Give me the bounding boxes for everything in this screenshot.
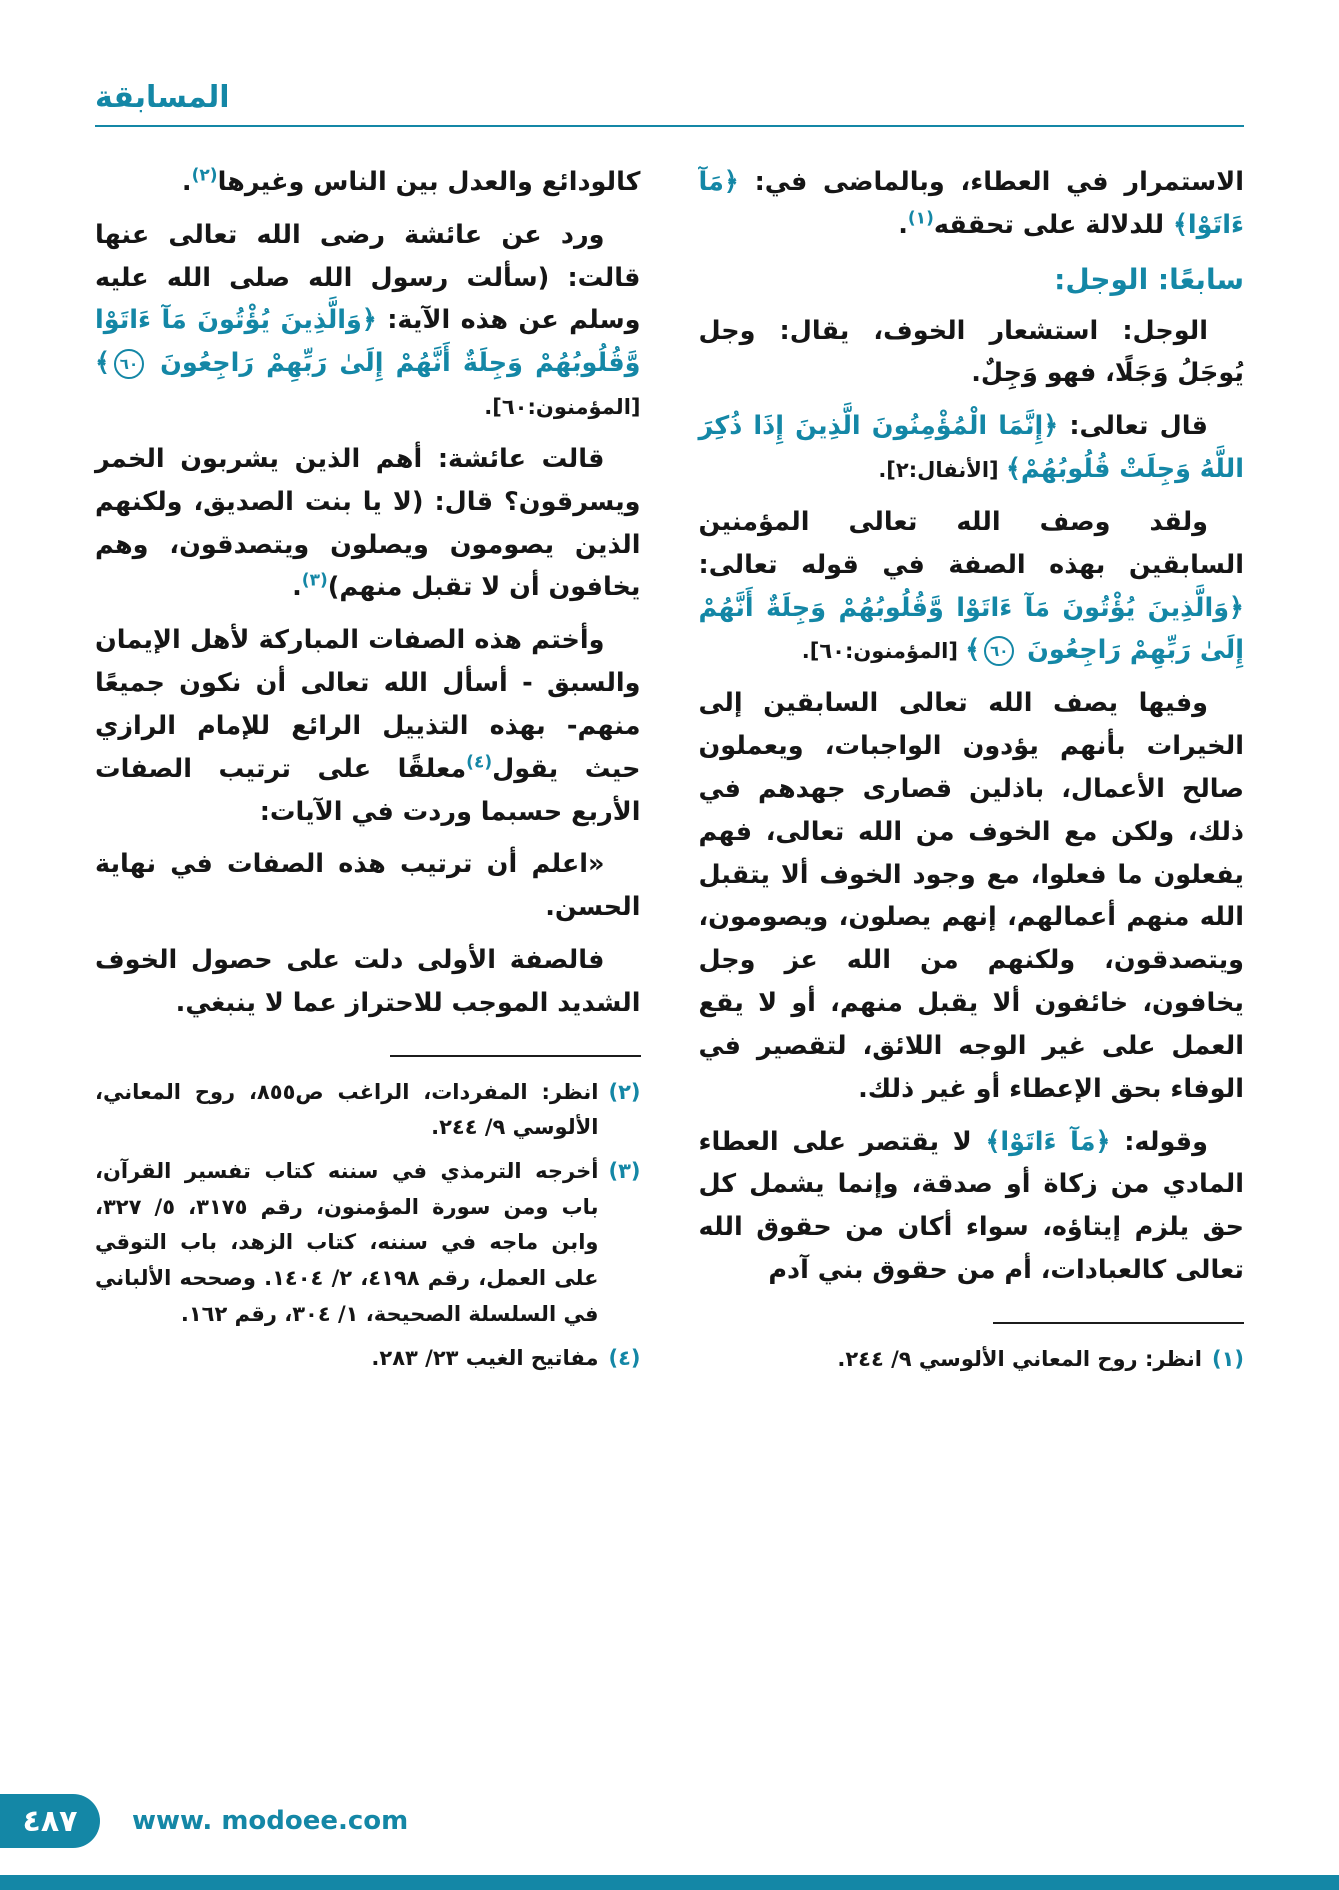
- quran-quote: ﴿وَالَّذِينَ يُؤْتُونَ مَآ ءَاتَوْا وَّقُلُوبُهُمْ وَجِلَةٌ أَنَّهُمْ إِلَىٰ رَبِّهِمْ رَاجِعُونَ: [95, 305, 641, 379]
- page-number: ٤٨٧: [22, 1803, 78, 1839]
- footnote-number: (١): [1211, 1346, 1244, 1371]
- footnote: [95, 1075, 641, 1146]
- page-number-tab: [0, 1794, 100, 1848]
- body-text: فالصفة الأولى دلت على حصول الخوف الشديد الموجب للاحتراز عما لا ينبغي.: [95, 945, 641, 1018]
- body-text: لا يقتصر على العطاء المادي من زكاة أو صدقة، وإنما يشمل كل حق يلزم إيتاؤه، سواء أكان من حقوق الله تعالى كالعبادات، أم من حقوق بني آدم: [698, 1126, 1244, 1286]
- body-text: للدلالة على تحققه: [933, 209, 1173, 240]
- body-text: قالت عائشة: أهم الذين يشربون الخمر ويسرقون؟ قال: (لا يا بنت الصديق، ولكنهم الذين يصومون ويصلون ويتصدقون، وهم يخافون أن لا تقبل منهم): [95, 443, 641, 603]
- body-text: ورد عن عائشة رضى الله تعالى عنها قالت: (سألت رسول الله صلى الله عليه وسلم عن هذه الآية:: [95, 219, 641, 336]
- column-left-footnotes: [95, 1075, 641, 1377]
- footnote-marker: (٢): [191, 165, 218, 186]
- body-text: وقوله:: [1110, 1126, 1208, 1157]
- body-text: ولقد وصف الله تعالى المؤمنين السابقين بهذه الصفة في قوله تعالى:: [698, 506, 1244, 580]
- quran-quote: ﴿إِنَّمَا الْمُؤْمِنُونَ الَّذِينَ إِذَا ذُكِرَ اللَّهُ وَجِلَتْ قُلُوبُهُمْ﴾: [698, 411, 1244, 485]
- paragraph: [95, 161, 641, 204]
- column-right: [699, 161, 1245, 1386]
- paragraph: [95, 214, 641, 428]
- footnote-number: (٢): [608, 1079, 641, 1104]
- footnote-text: مفاتيح الغيب ٢٣/ ٢٨٣.: [371, 1345, 599, 1370]
- footnote-marker: (٤): [466, 752, 493, 773]
- quran-quote: ﴿مَآ ءَاتَوْا﴾: [698, 167, 1244, 240]
- body-text: «اعلم أن ترتيب هذه الصفات في نهاية الحسن.: [95, 849, 641, 923]
- body-text: .: [898, 209, 908, 240]
- column-right-blocks: [699, 161, 1245, 1292]
- website-link[interactable]: www. modoee.com: [132, 1806, 409, 1836]
- section-heading: سابعًا: الوجل:: [1054, 262, 1244, 296]
- body-text: .: [292, 572, 302, 603]
- page-content: [95, 161, 1244, 1386]
- footnote-separator-right: [993, 1322, 1244, 1324]
- header-rule: [95, 125, 1244, 127]
- paragraph: [95, 939, 641, 1025]
- footnote-marker: (٣): [301, 570, 328, 591]
- quran-quote: ﴾: [95, 348, 110, 379]
- body-text: الاستمرار في العطاء، وبالماضى في:: [738, 167, 1244, 197]
- paragraph: [699, 161, 1245, 247]
- footnote: [95, 1341, 641, 1377]
- body-text: .: [181, 167, 192, 197]
- paragraph: [95, 843, 641, 929]
- paragraph: [95, 619, 641, 833]
- footnote-number: (٤): [608, 1345, 641, 1370]
- body-text: الوجل: استشعار الخوف، يقال: وجل يُوجَلُ وَجَلًا، فهو وَجِلٌ.: [698, 315, 1244, 389]
- paragraph: [699, 1121, 1245, 1292]
- column-left: [95, 161, 641, 1384]
- paragraph: [699, 310, 1245, 396]
- column-right-footnotes: [699, 1342, 1245, 1378]
- bottom-bar: [0, 1875, 1339, 1890]
- page-header-title: المسابقة: [95, 80, 230, 115]
- verse-reference: [المؤمنون:٦٠].: [484, 395, 641, 420]
- footnote-text: أخرجه الترمذي في سننه كتاب تفسير القرآن، باب ومن سورة المؤمنون، رقم ٣١٧٥، ٥/ ٣٢٧، وابن ماجه في سننه، كتاب الزهد، باب التوقي على العمل، رقم ٤١٩٨، ٢/ ١٤٠٤. وصححه الألباني في السلسلة الصحيحة، ١/ ٣٠٤، رقم ١٦٢.: [95, 1159, 599, 1326]
- footnote-text: انظر: روح المعاني الألوسي ٩/ ٢٤٤.: [837, 1346, 1202, 1371]
- ayah-number-badge: ٦٠: [984, 636, 1014, 666]
- quran-quote: ﴿مَآ ءَاتَوْا﴾: [985, 1126, 1111, 1157]
- footnote: [699, 1342, 1245, 1378]
- paragraph: [699, 682, 1245, 1110]
- body-text: قال تعالى:: [1058, 411, 1208, 442]
- verse-reference: [الأنفال:٢].: [878, 458, 1006, 483]
- footnote: [95, 1154, 641, 1332]
- paragraph: [95, 438, 641, 609]
- page-header: [95, 80, 1244, 127]
- body-text: وأختم هذه الصفات المباركة لأهل الإيمان والسبق - أسأل الله تعالى أن نكون جميعًا منهم- بهذه التذييل الرائع للإمام الرازي حيث يقول: [95, 625, 641, 784]
- quran-quote: ﴾: [965, 635, 981, 666]
- footnote-number: (٣): [608, 1159, 641, 1184]
- footnote-text: انظر: المفردات، الراغب ص٨٥٥، روح المعاني، الألوسي ٩/ ٢٤٤.: [95, 1079, 599, 1140]
- body-text: كالودائع والعدل بين الناس وغيرها: [217, 167, 641, 197]
- verse-reference: [المؤمنون:٦٠].: [801, 639, 966, 664]
- ayah-number-badge: ٦٠: [114, 349, 144, 379]
- body-text: وفيها يصف الله تعالى السابقين إلى الخيرات بأنهم يؤدون الواجبات، ويعملون صالح الأعمال، باذلين قصارى جهدهم في ذلك، ولكن مع الخوف من الله تعالى، فهم يفعلون ما فعلوا، مع وجود الخوف ألا يتقبل الله منهم أعمالهم، إنهم يصلون، ويصومون، ويتصدقون، ولكنهم من الله عز وجل يخافون، خائفون ألا يقبل منهم، أو لا يقع العمل على غير الوجه اللائق، لتقصير في الوفاء بحق الإعطاء أو غير ذلك.: [698, 688, 1244, 1104]
- paragraph: [699, 501, 1245, 672]
- footnote-separator-left: [390, 1055, 641, 1057]
- column-left-blocks: [95, 161, 641, 1025]
- footnote-marker: (١): [907, 208, 934, 229]
- body-text: معلقًا على ترتيب الصفات الأربع حسبما وردت في الآيات:: [95, 753, 641, 827]
- quran-quote: ﴿وَالَّذِينَ يُؤْتُونَ مَآ ءَاتَوْا وَّقُلُوبُهُمْ وَجِلَةٌ أَنَّهُمْ إِلَىٰ رَبِّهِمْ رَاجِعُونَ: [698, 592, 1244, 666]
- paragraph: [699, 405, 1245, 491]
